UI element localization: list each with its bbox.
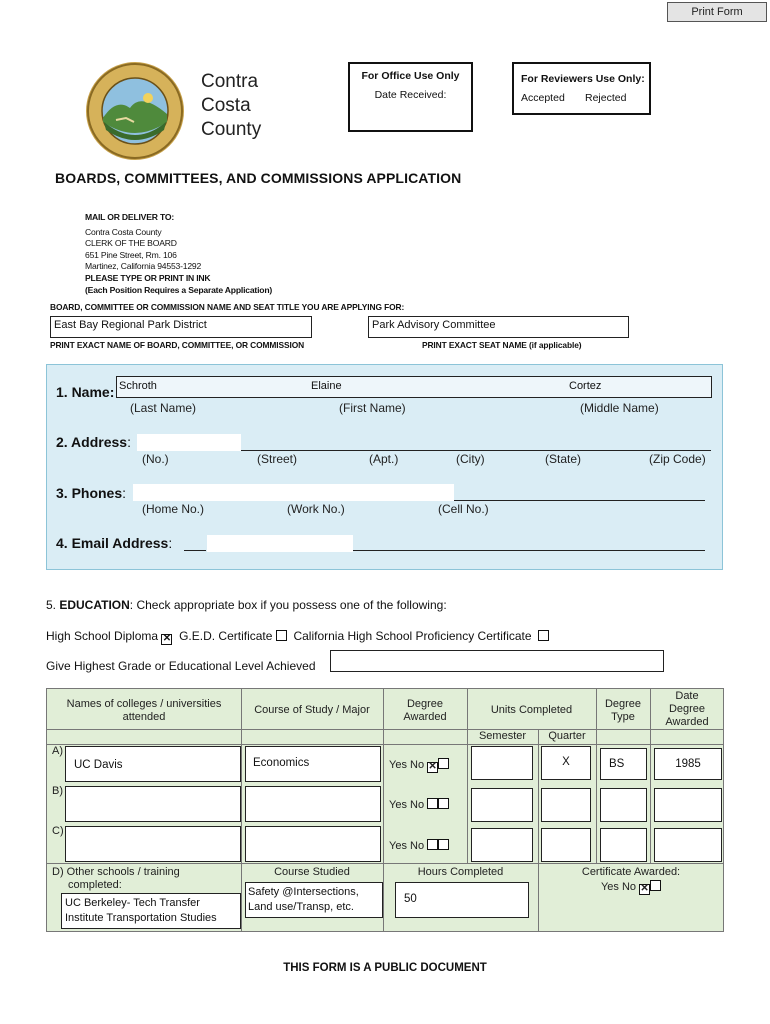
col-header-degree-type [596, 698, 650, 724]
col-header-college-line2: attended [122, 711, 166, 723]
row-c-yes-no-label: Yes No [389, 840, 425, 852]
other-schools-label-line2: completed: [68, 879, 122, 891]
col-header-date-line2: Degree [668, 703, 706, 715]
address-label-text: 2. Address [56, 434, 128, 450]
row-c-date-field[interactable] [654, 828, 722, 862]
certificate-no-checkbox[interactable] [650, 880, 661, 891]
highest-grade-label: Give Highest Grade or Educational Level Achieved [46, 659, 316, 673]
email-line-left [184, 550, 206, 551]
county-name [201, 70, 261, 142]
row-a-course-field[interactable] [245, 746, 381, 782]
education-heading-text: EDUCATION [59, 598, 130, 612]
email-label-text: 4. Email Address [56, 535, 169, 551]
phones-label: 3. Phones: [56, 485, 127, 501]
row-c-letter: C) [52, 825, 64, 837]
certificate-yes-no [538, 880, 724, 895]
mail-line: 651 Pine Street, Rm. 106 [85, 249, 177, 260]
mail-heading: MAIL OR DELIVER TO: [85, 212, 174, 222]
cell-phone-line[interactable] [454, 500, 705, 501]
col-header-date-awarded [650, 690, 724, 729]
col-header-semester: Semester [478, 730, 527, 742]
address-city-caption: (City) [456, 452, 485, 466]
email-label: 4. Email Address: [56, 535, 173, 551]
row-a-degree-type-field[interactable]: BS [600, 748, 647, 780]
row-b-no-checkbox[interactable] [438, 798, 449, 809]
last-name-value: Schroth [119, 380, 157, 392]
other-course-line1: Safety @Intersections, [248, 886, 359, 898]
row-b-degree-type-field[interactable] [600, 788, 647, 822]
col-header-college-line1: Names of colleges / universities [66, 698, 222, 710]
education-heading [46, 598, 447, 612]
middle-name-caption: (Middle Name) [580, 401, 659, 415]
name-label [56, 384, 114, 400]
address-apt-caption: (Apt.) [369, 452, 399, 466]
phones-label-text: 3. Phones [56, 485, 123, 501]
other-course-field[interactable] [245, 882, 383, 918]
row-b-quarter-field[interactable] [541, 788, 591, 822]
seat-name-caption: PRINT EXACT SEAT NAME (if applicable) [422, 340, 582, 350]
accepted-label: Accepted [521, 92, 565, 104]
ged-checkbox[interactable] [276, 630, 287, 641]
row-c-no-checkbox[interactable] [438, 839, 449, 850]
row-b-letter: B) [52, 785, 63, 797]
other-school-line2: Institute Transportation Studies [65, 912, 217, 924]
middle-name-value: Cortez [569, 380, 602, 392]
reviewers-use-box [512, 62, 651, 115]
row-a-yes-no-label: Yes No [389, 759, 425, 771]
diploma-checkbox[interactable]: ✕ [162, 633, 172, 644]
col-header-degree-line2: Awarded [403, 711, 447, 723]
last-name-caption: (Last Name) [130, 401, 197, 415]
other-school-field[interactable] [61, 893, 241, 929]
county-name-line-3: County [201, 119, 262, 140]
print-form-button[interactable]: Print Form [667, 2, 767, 22]
address-street-caption: (Street) [257, 452, 298, 466]
print-in-ink-note: PLEASE TYPE OR PRINT IN INK [85, 272, 211, 283]
highest-grade-field[interactable] [330, 650, 664, 672]
mail-address-block [85, 212, 272, 296]
certificate-yes-no-label: Yes No [600, 881, 636, 893]
address-no-input[interactable] [137, 434, 241, 451]
row-a-date-field[interactable]: 1985 [654, 748, 722, 780]
name-label-text: 1. Name: [56, 384, 115, 400]
cell-phone-caption: (Cell No.) [438, 502, 489, 516]
first-name-value: Elaine [311, 380, 342, 392]
board-name-caption: PRINT EXACT NAME OF BOARD, COMMITTEE, OR COMMISSION [50, 340, 305, 350]
col-header-college [47, 698, 241, 724]
row-a-no-checkbox[interactable] [438, 758, 449, 769]
col-header-type-line1: Degree [604, 698, 642, 710]
office-use-box [348, 62, 473, 132]
row-b-yes-no [389, 798, 449, 812]
education-number: 5. [46, 598, 60, 612]
certificate-awarded-label: Certificate Awarded: [581, 866, 681, 878]
row-c-quarter-field[interactable] [541, 828, 591, 862]
row-a-letter: A) [52, 745, 63, 757]
row-c-yes-checkbox[interactable] [427, 839, 438, 850]
other-course-line2: Land use/Transp, etc. [248, 901, 354, 913]
mail-line: CLERK OF THE BOARD [85, 238, 177, 249]
county-name-line-1: Contra [201, 71, 259, 92]
applying-for-label: BOARD, COMMITTEE OR COMMISSION NAME AND SEAT TITLE YOU ARE APPLYING FOR: [50, 302, 405, 312]
col-header-degree-line1: Degree [406, 698, 444, 710]
row-a-quarter-field[interactable]: X [541, 746, 591, 780]
date-received-label: Date Received: [374, 89, 447, 101]
address-zip-caption: (Zip Code) [649, 452, 706, 466]
separate-application-note: (Each Position Requires a Separate Application) [85, 284, 273, 295]
ged-label: G.E.D. Certificate [179, 629, 273, 643]
mail-line: Contra Costa County [85, 226, 162, 237]
row-a-semester-field[interactable] [471, 746, 533, 780]
rejected-label: Rejected [585, 92, 627, 104]
row-c-yes-no [389, 839, 449, 853]
row-b-school-field[interactable] [65, 786, 241, 822]
proficiency-label: California High School Proficiency Certificate [293, 629, 532, 643]
address-line[interactable] [241, 450, 711, 451]
seat-name-field[interactable]: Park Advisory Committee [368, 316, 629, 338]
col-header-date-line3: Awarded [665, 716, 709, 728]
row-b-yes-checkbox[interactable] [427, 798, 438, 809]
col-header-course: Course of Study / Major [254, 704, 370, 716]
row-b-yes-no-label: Yes No [389, 799, 425, 811]
public-document-footer: THIS FORM IS A PUBLIC DOCUMENT [283, 962, 487, 974]
row-a-school-field[interactable] [65, 746, 241, 782]
col-header-quarter: Quarter [548, 730, 586, 742]
address-label: 2. Address: [56, 434, 131, 450]
home-phone-caption: (Home No.) [142, 502, 205, 516]
hours-completed-label: Hours Completed [417, 866, 504, 878]
diploma-options [46, 629, 549, 645]
hours-completed-field[interactable]: 50 [395, 882, 529, 918]
first-name-caption: (First Name) [339, 401, 406, 415]
col-header-date-line1: Date [675, 690, 699, 702]
row-b-course-field[interactable] [245, 786, 381, 822]
other-schools-label-line1: D) Other schools / training [52, 866, 180, 878]
reviewers-use-title: For Reviewers Use Only: [521, 73, 645, 85]
office-use-title: For Office Use Only [361, 70, 460, 82]
row-c-course-field[interactable] [245, 826, 381, 862]
county-seal-logo [86, 62, 184, 160]
row-a-yes-checkbox[interactable]: ✕ [428, 761, 437, 772]
row-a-yes-no [389, 758, 449, 773]
col-header-units: Units Completed [490, 704, 573, 716]
other-schools-label [52, 866, 180, 892]
proficiency-checkbox[interactable] [538, 630, 549, 641]
email-input[interactable] [207, 535, 353, 552]
certificate-yes-checkbox[interactable]: ✕ [640, 883, 649, 894]
address-state-caption: (State) [545, 452, 582, 466]
education-table [46, 688, 724, 932]
address-no-caption: (No.) [142, 452, 169, 466]
mail-line: Martinez, California 94553-1292 [85, 261, 202, 272]
course-studied-label: Course Studied [274, 866, 350, 878]
phones-input[interactable] [133, 484, 454, 501]
county-name-line-2: Costa [201, 95, 251, 116]
row-a-school-value: UC Davis [74, 759, 123, 771]
email-line[interactable] [353, 550, 705, 551]
row-b-date-field[interactable] [654, 788, 722, 822]
board-name-field[interactable]: East Bay Regional Park District [50, 316, 312, 338]
col-header-degree-awarded [383, 698, 467, 724]
row-c-degree-type-field[interactable] [600, 828, 647, 862]
row-c-semester-field[interactable] [471, 828, 533, 862]
name-field[interactable] [116, 376, 712, 398]
diploma-label: High School Diploma [46, 629, 159, 643]
col-header-type-line2: Type [611, 711, 635, 723]
row-a-course-value: Economics [253, 757, 310, 769]
education-instruction: : Check appropriate box if you possess one of the following: [129, 598, 447, 612]
row-b-semester-field[interactable] [471, 788, 533, 822]
work-phone-caption: (Work No.) [287, 502, 345, 516]
form-title: BOARDS, COMMITTEES, AND COMMISSIONS APPLICATION [55, 170, 462, 186]
other-school-line1: UC Berkeley- Tech Transfer [65, 897, 200, 909]
row-c-school-field[interactable] [65, 826, 241, 862]
